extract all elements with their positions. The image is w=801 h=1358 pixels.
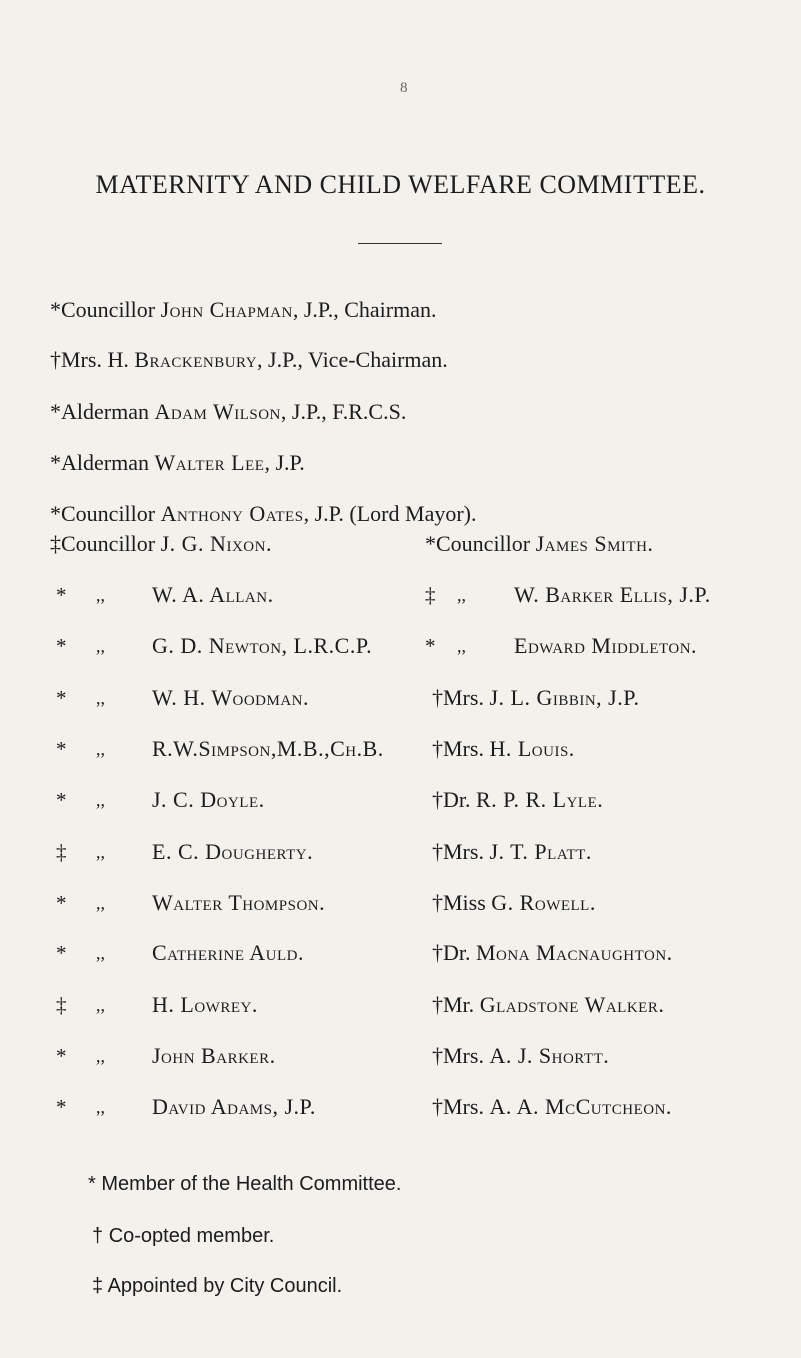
member-mark: ‡ [50, 531, 61, 556]
officer-mark: * [50, 399, 61, 424]
member-mark: * [56, 583, 67, 607]
member-name: G. Rowell. [491, 890, 596, 915]
member-name: Walter Thompson. [152, 890, 326, 915]
member-prefix: Mr. [443, 992, 475, 1017]
member-name: Edward Middleton. [514, 633, 698, 658]
member-mark: † [432, 890, 443, 915]
member-row-right [432, 1043, 609, 1069]
member-prefix: Dr. [443, 787, 471, 812]
page-number: 8 [400, 80, 408, 96]
member-prefix: Dr. [443, 940, 471, 965]
member-mark: * [56, 737, 67, 761]
member-name: W. Barker Ellis, J.P. [514, 582, 711, 607]
member-prefix: Mrs. [443, 1043, 484, 1068]
member-row-right [432, 890, 596, 916]
member-prefix: Miss [443, 890, 486, 915]
ditto-mark: ,, [96, 739, 105, 759]
member-mark: * [56, 788, 67, 812]
footnote-mark: * [88, 1173, 96, 1195]
ditto-mark: ,, [96, 636, 105, 656]
member-name: Gladstone Walker. [479, 992, 665, 1017]
officer-mark: * [50, 297, 61, 322]
ditto-mark: ,, [96, 893, 105, 913]
member-row-right [432, 940, 673, 966]
member-row-right [432, 992, 664, 1018]
ditto-mark: ,, [96, 842, 105, 862]
member-name: R.W.Simpson,M.B.,Ch.B. [152, 736, 384, 761]
footnote-mark: † [92, 1225, 104, 1247]
ditto-mark: ,, [96, 790, 105, 810]
member-prefix: Mrs. [443, 736, 484, 761]
member-mark: † [432, 839, 443, 864]
member-mark: ‡ [56, 840, 67, 864]
officer-mark: † [50, 347, 61, 372]
member-mark: * [56, 891, 67, 915]
officer-role: Councillor [61, 501, 156, 526]
ditto-mark: ,, [96, 943, 105, 963]
member-mark: ‡ [425, 583, 436, 607]
member-name: H. Lowrey. [152, 992, 258, 1017]
member-mark: * [56, 686, 67, 710]
officer-mark: * [50, 501, 61, 526]
member-name: J. L. Gibbin, J.P. [489, 685, 640, 710]
member-name: J. T. Platt. [489, 839, 592, 864]
member-mark: * [56, 941, 67, 965]
officer-suffix: , J.P. (Lord Mayor). [303, 501, 477, 526]
officer-role: Mrs. H. [61, 347, 129, 372]
member-prefix: Mrs. [443, 685, 484, 710]
footnote-text: Co-opted member. [108, 1225, 275, 1247]
member-name: J. C. Doyle. [152, 787, 265, 812]
officer-name: Walter Lee [154, 450, 265, 475]
officer-line [50, 347, 448, 373]
member-mark: † [432, 736, 443, 761]
footnote-text: Appointed by City Council. [107, 1275, 343, 1297]
member-row-right [432, 787, 603, 813]
officer-role: Councillor [61, 297, 156, 322]
member-row-left [50, 531, 272, 557]
member-prefix: Councillor [436, 531, 531, 556]
ditto-mark: ,, [96, 585, 105, 605]
member-name: David Adams, J.P. [152, 1094, 316, 1119]
member-mark: * [56, 1044, 67, 1068]
member-prefix: Mrs. [443, 839, 484, 864]
member-name: W. H. Woodman. [152, 685, 309, 710]
ditto-mark: ,, [96, 688, 105, 708]
member-name: Mona Macnaughton. [476, 940, 673, 965]
officer-name: Adam Wilson [154, 399, 281, 424]
officer-suffix: , J.P., F.R.C.S. [280, 399, 407, 424]
member-name: Catherine Auld. [152, 940, 304, 965]
ditto-mark: ,, [457, 585, 466, 605]
member-name: R. P. R. Lyle. [476, 787, 604, 812]
officer-line [50, 399, 406, 425]
member-name: J. G. Nixon. [160, 531, 272, 556]
ditto-mark: ,, [96, 1097, 105, 1117]
officer-suffix: , J.P. [264, 450, 305, 475]
member-row-right [432, 839, 592, 865]
member-mark: † [432, 685, 443, 710]
officer-suffix: , J.P., Chairman. [292, 297, 437, 322]
officer-line [50, 297, 436, 323]
officer-line [50, 501, 477, 527]
page-title: MATERNITY AND CHILD WELFARE COMMITTEE. [95, 170, 706, 199]
officer-name: John Chapman [160, 297, 293, 322]
member-mark: † [432, 992, 443, 1017]
member-mark: † [432, 1043, 443, 1068]
member-row-right [432, 685, 640, 711]
member-name: James Smith. [535, 531, 654, 556]
officer-mark: * [50, 450, 61, 475]
member-row-right [425, 531, 653, 557]
member-name: G. D. Newton, L.R.C.P. [152, 633, 373, 658]
member-name: W. A. Allan. [152, 582, 274, 607]
member-name: E. C. Dougherty. [152, 839, 314, 864]
member-mark: † [432, 787, 443, 812]
member-name: John Barker. [152, 1043, 276, 1068]
member-row-right [432, 1094, 672, 1120]
officer-role: Alderman [61, 399, 149, 424]
title-divider [358, 243, 442, 244]
officer-name: Brackenbury [134, 347, 258, 372]
member-prefix: Councillor [61, 531, 156, 556]
member-row-right [432, 736, 575, 762]
footnote [88, 1173, 401, 1196]
member-name: A. A. McCutcheon. [489, 1094, 672, 1119]
footnote-mark: ‡ [92, 1275, 104, 1297]
member-mark: † [432, 1094, 443, 1119]
member-name: A. J. Shortt. [489, 1043, 610, 1068]
member-mark: * [425, 531, 436, 556]
officer-suffix: , J.P., Vice-Chairman. [257, 347, 448, 372]
member-mark: * [56, 634, 67, 658]
ditto-mark: ,, [457, 636, 466, 656]
member-prefix: Mrs. [443, 1094, 484, 1119]
officer-line [50, 450, 305, 476]
ditto-mark: ,, [96, 995, 105, 1015]
ditto-mark: ,, [96, 1046, 105, 1066]
member-mark: ‡ [56, 993, 67, 1017]
footnote [92, 1225, 274, 1248]
footnote-text: Member of the Health Committee. [101, 1173, 402, 1195]
member-name: H. Louis. [489, 736, 575, 761]
member-mark: * [425, 634, 436, 658]
member-mark: * [56, 1095, 67, 1119]
member-mark: † [432, 940, 443, 965]
footnote [92, 1275, 342, 1298]
officer-name: Anthony Oates [160, 501, 304, 526]
officer-role: Alderman [61, 450, 149, 475]
